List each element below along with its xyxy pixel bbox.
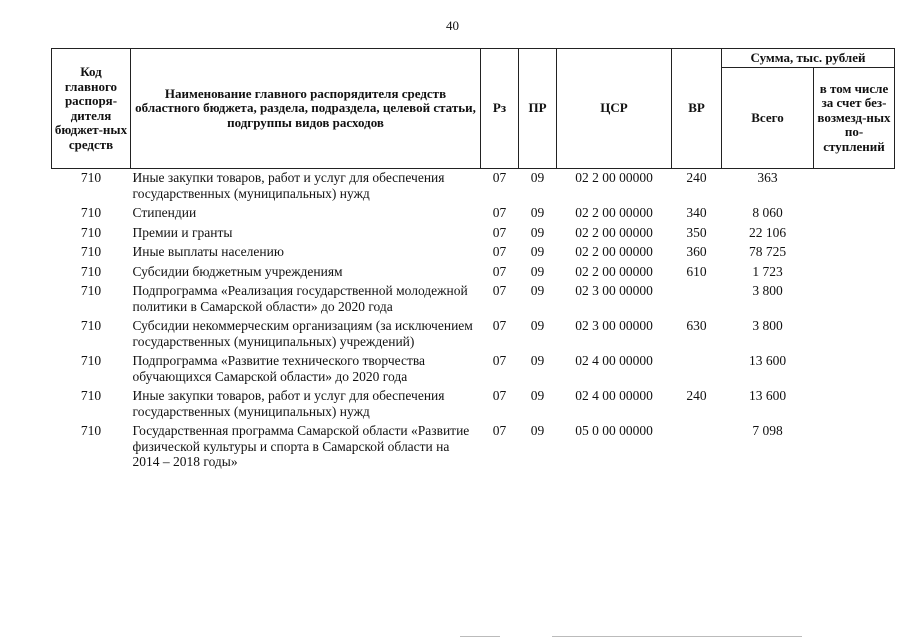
cell-vr bbox=[672, 423, 722, 474]
cell-incl bbox=[814, 353, 895, 388]
cell-name: Премии и гранты bbox=[132, 224, 233, 240]
cell-name: Государственная программа Самарской области «Развитие физической культуры и спорта в Самарской области на 2014 – 2018 годы» bbox=[132, 423, 470, 469]
header-total: Всего bbox=[722, 68, 814, 169]
cell-rz: 07 bbox=[492, 263, 507, 279]
cell-pr: 09 bbox=[530, 224, 545, 240]
cell-incl bbox=[814, 169, 895, 206]
table-row bbox=[52, 283, 895, 318]
cell-csr: 02 3 00 00000 bbox=[575, 318, 653, 333]
header-incl: в том числе за счет без-возмезд-ных по-ступлений bbox=[814, 68, 895, 169]
cell-vr bbox=[672, 283, 722, 318]
cell-name: Субсидии некоммерческим организациям (за исключением государственных (муниципальных) учреждений) bbox=[132, 318, 473, 349]
cell-name: Иные закупки товаров, работ и услуг для обеспечения государственных (муниципальных) нужд bbox=[132, 170, 445, 201]
cell-rz: 07 bbox=[492, 318, 507, 333]
table-row bbox=[52, 423, 895, 474]
cell-total: 13 600 bbox=[748, 388, 787, 403]
cell-total: 78 725 bbox=[748, 244, 787, 259]
header-vr: ВР bbox=[672, 49, 722, 169]
cell-csr: 02 3 00 00000 bbox=[575, 283, 653, 298]
cell-vr: 360 bbox=[686, 244, 707, 259]
page-number: 40 bbox=[446, 18, 459, 33]
cell-pr: 09 bbox=[530, 263, 545, 279]
cell-incl bbox=[814, 205, 895, 225]
cell-name: Подпрограмма «Развитие технического творчества обучающихся Самарской области» до 2020 года bbox=[132, 353, 426, 384]
cell-vr bbox=[672, 353, 722, 388]
table-row bbox=[52, 225, 895, 245]
cell-rz: 07 bbox=[492, 224, 507, 240]
header-sum-group: Сумма, тыс. рублей bbox=[722, 49, 895, 68]
cell-total: 7 098 bbox=[752, 423, 783, 438]
cell-vr: 630 bbox=[686, 318, 707, 333]
cell-code: 710 bbox=[80, 423, 102, 438]
table-row bbox=[52, 205, 895, 225]
cell-pr: 09 bbox=[530, 205, 545, 220]
cell-incl bbox=[814, 388, 895, 423]
footer-rule-left bbox=[460, 636, 500, 637]
cell-total: 363 bbox=[757, 170, 778, 185]
table-row bbox=[52, 169, 895, 206]
cell-total: 8 060 bbox=[752, 205, 783, 220]
cell-pr: 09 bbox=[530, 244, 545, 259]
cell-vr: 240 bbox=[686, 388, 707, 403]
cell-vr: 350 bbox=[686, 224, 707, 240]
cell-incl bbox=[814, 225, 895, 245]
cell-rz: 07 bbox=[492, 423, 507, 438]
cell-rz: 07 bbox=[492, 283, 507, 298]
cell-vr: 240 bbox=[686, 170, 707, 185]
cell-total: 1 723 bbox=[752, 263, 783, 279]
cell-csr: 05 0 00 00000 bbox=[575, 423, 653, 438]
cell-name: Стипендии bbox=[132, 205, 197, 220]
table-header bbox=[52, 49, 895, 169]
cell-code: 710 bbox=[80, 170, 102, 185]
table-row bbox=[52, 318, 895, 353]
cell-pr: 09 bbox=[530, 423, 545, 438]
cell-vr: 340 bbox=[686, 205, 707, 220]
cell-name: Иные закупки товаров, работ и услуг для обеспечения государственных (муниципальных) нужд bbox=[132, 388, 445, 419]
cell-pr: 09 bbox=[530, 388, 545, 403]
cell-code: 710 bbox=[80, 388, 102, 403]
cell-total: 3 800 bbox=[752, 318, 783, 333]
footer-rule-right bbox=[552, 636, 802, 637]
cell-code: 710 bbox=[80, 353, 102, 368]
cell-incl bbox=[814, 244, 895, 264]
cell-pr: 09 bbox=[530, 170, 545, 185]
cell-name: Подпрограмма «Реализация государственной молодежной политики в Самарской области» до 2020 года bbox=[132, 283, 468, 314]
cell-csr: 02 2 00 00000 bbox=[575, 205, 653, 220]
table-row bbox=[52, 264, 895, 284]
header-code: Код главного распоря-дителя бюджет-ных средств bbox=[52, 49, 131, 169]
cell-rz: 07 bbox=[492, 205, 507, 220]
cell-incl bbox=[814, 423, 895, 474]
cell-pr: 09 bbox=[530, 353, 545, 368]
cell-rz: 07 bbox=[492, 353, 507, 368]
table-row bbox=[52, 244, 895, 264]
cell-rz: 07 bbox=[492, 388, 507, 403]
budget-table bbox=[51, 48, 895, 474]
cell-code: 710 bbox=[80, 263, 102, 279]
header-name: Наименование главного распорядителя средств областного бюджета, раздела, подраздела, целевой статьи, подгруппы видов расходов bbox=[131, 49, 481, 169]
cell-csr: 02 2 00 00000 bbox=[575, 263, 653, 279]
cell-code: 710 bbox=[80, 244, 102, 259]
cell-csr: 02 2 00 00000 bbox=[575, 244, 653, 259]
cell-csr: 02 2 00 00000 bbox=[575, 224, 653, 240]
cell-incl bbox=[814, 264, 895, 284]
cell-name: Субсидии бюджетным учреждениям bbox=[132, 263, 343, 279]
cell-rz: 07 bbox=[492, 244, 507, 259]
cell-pr: 09 bbox=[530, 318, 545, 333]
cell-vr: 610 bbox=[686, 263, 707, 279]
cell-code: 710 bbox=[80, 318, 102, 333]
cell-total: 3 800 bbox=[752, 283, 783, 298]
table-body bbox=[52, 169, 895, 474]
cell-code: 710 bbox=[80, 224, 102, 240]
cell-rz: 07 bbox=[492, 170, 507, 185]
cell-total: 13 600 bbox=[748, 353, 787, 368]
cell-csr: 02 4 00 00000 bbox=[575, 353, 653, 368]
header-csr: ЦСР bbox=[557, 49, 672, 169]
table-row bbox=[52, 388, 895, 423]
cell-incl bbox=[814, 318, 895, 353]
cell-pr: 09 bbox=[530, 283, 545, 298]
cell-code: 710 bbox=[80, 205, 102, 220]
header-rz: Рз bbox=[481, 49, 519, 169]
cell-csr: 02 2 00 00000 bbox=[575, 170, 653, 185]
cell-name: Иные выплаты населению bbox=[132, 244, 284, 259]
cell-incl bbox=[814, 283, 895, 318]
table-row bbox=[52, 353, 895, 388]
cell-csr: 02 4 00 00000 bbox=[575, 388, 653, 403]
header-pr: ПР bbox=[519, 49, 557, 169]
cell-code: 710 bbox=[80, 283, 102, 298]
cell-total: 22 106 bbox=[748, 224, 787, 240]
